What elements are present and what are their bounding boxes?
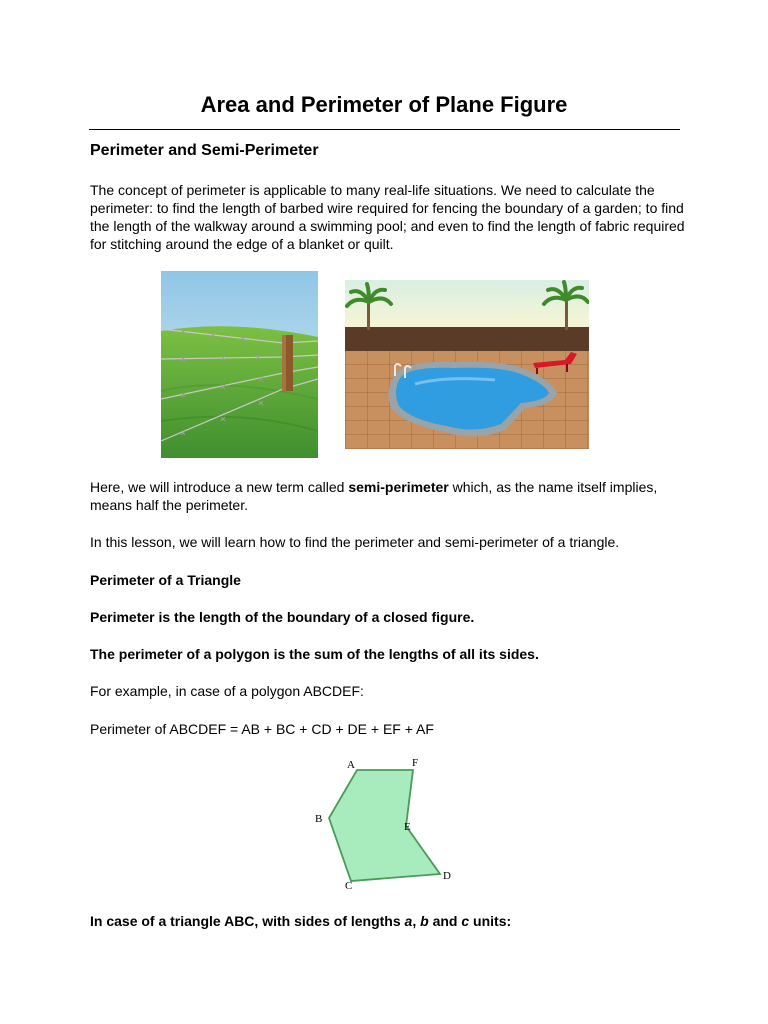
polygon-abcdef-diagram: [310, 755, 460, 890]
side-b-symbol: b: [420, 913, 429, 929]
polygon-shape: [329, 770, 440, 881]
semi-perimeter-paragraph: [90, 478, 690, 514]
triangle-case-before: In case of a triangle ABC, with sides of lengths: [90, 913, 405, 929]
vertex-label-a: A: [347, 759, 355, 771]
definition-polygon: The perimeter of a polygon is the sum of the lengths of all its sides.: [90, 646, 539, 662]
intro-paragraph: The concept of perimeter is applicable to many real-life situations. We need to calculate the perimeter: to find the length of barbed wire required for fencing the boundary of a garden; to find the length of the walkway around a swimming pool; and even to find the length of fabric required for stitching around the edge of a blanket or quilt.: [90, 182, 685, 252]
barbed-wire-fence-image: [161, 271, 318, 458]
title-divider: [89, 129, 680, 130]
triangle-case-paragraph: [90, 912, 690, 930]
vertex-label-c: C: [345, 880, 353, 890]
vertex-label-b: B: [315, 813, 323, 825]
vertex-label-e: E: [404, 821, 411, 833]
triangle-case-comma: ,: [412, 913, 421, 929]
semi-intro-before: Here, we will introduce a new term called: [90, 479, 349, 495]
side-a-symbol: a: [404, 913, 413, 929]
triangle-case-after: units:: [469, 913, 512, 929]
page-title: Area and Perimeter of Plane Figure: [200, 92, 568, 117]
lesson-paragraph: In this lesson, we will learn how to find the perimeter and semi-perimeter of a triangle.: [90, 534, 620, 550]
vertex-label-d: D: [443, 870, 451, 882]
side-c-symbol: c: [461, 913, 470, 929]
example-intro: For example, in case of a polygon ABCDEF:: [90, 683, 364, 699]
triangle-heading: Perimeter of a Triangle: [90, 572, 241, 588]
perimeter-formula: Perimeter of ABCDEF = AB + BC + CD + DE + EF + AF: [90, 721, 434, 737]
semi-intro-after: which, as the name itself implies, means half the perimeter.: [90, 479, 658, 513]
definition-boundary: Perimeter is the length of the boundary of a closed figure.: [90, 609, 475, 625]
semi-perimeter-term: semi-perimeter: [348, 479, 449, 495]
swimming-pool-image: [345, 280, 589, 449]
section-heading: Perimeter and Semi-Perimeter: [90, 142, 319, 159]
vertex-label-f: F: [412, 757, 419, 769]
triangle-case-and: and: [428, 913, 462, 929]
